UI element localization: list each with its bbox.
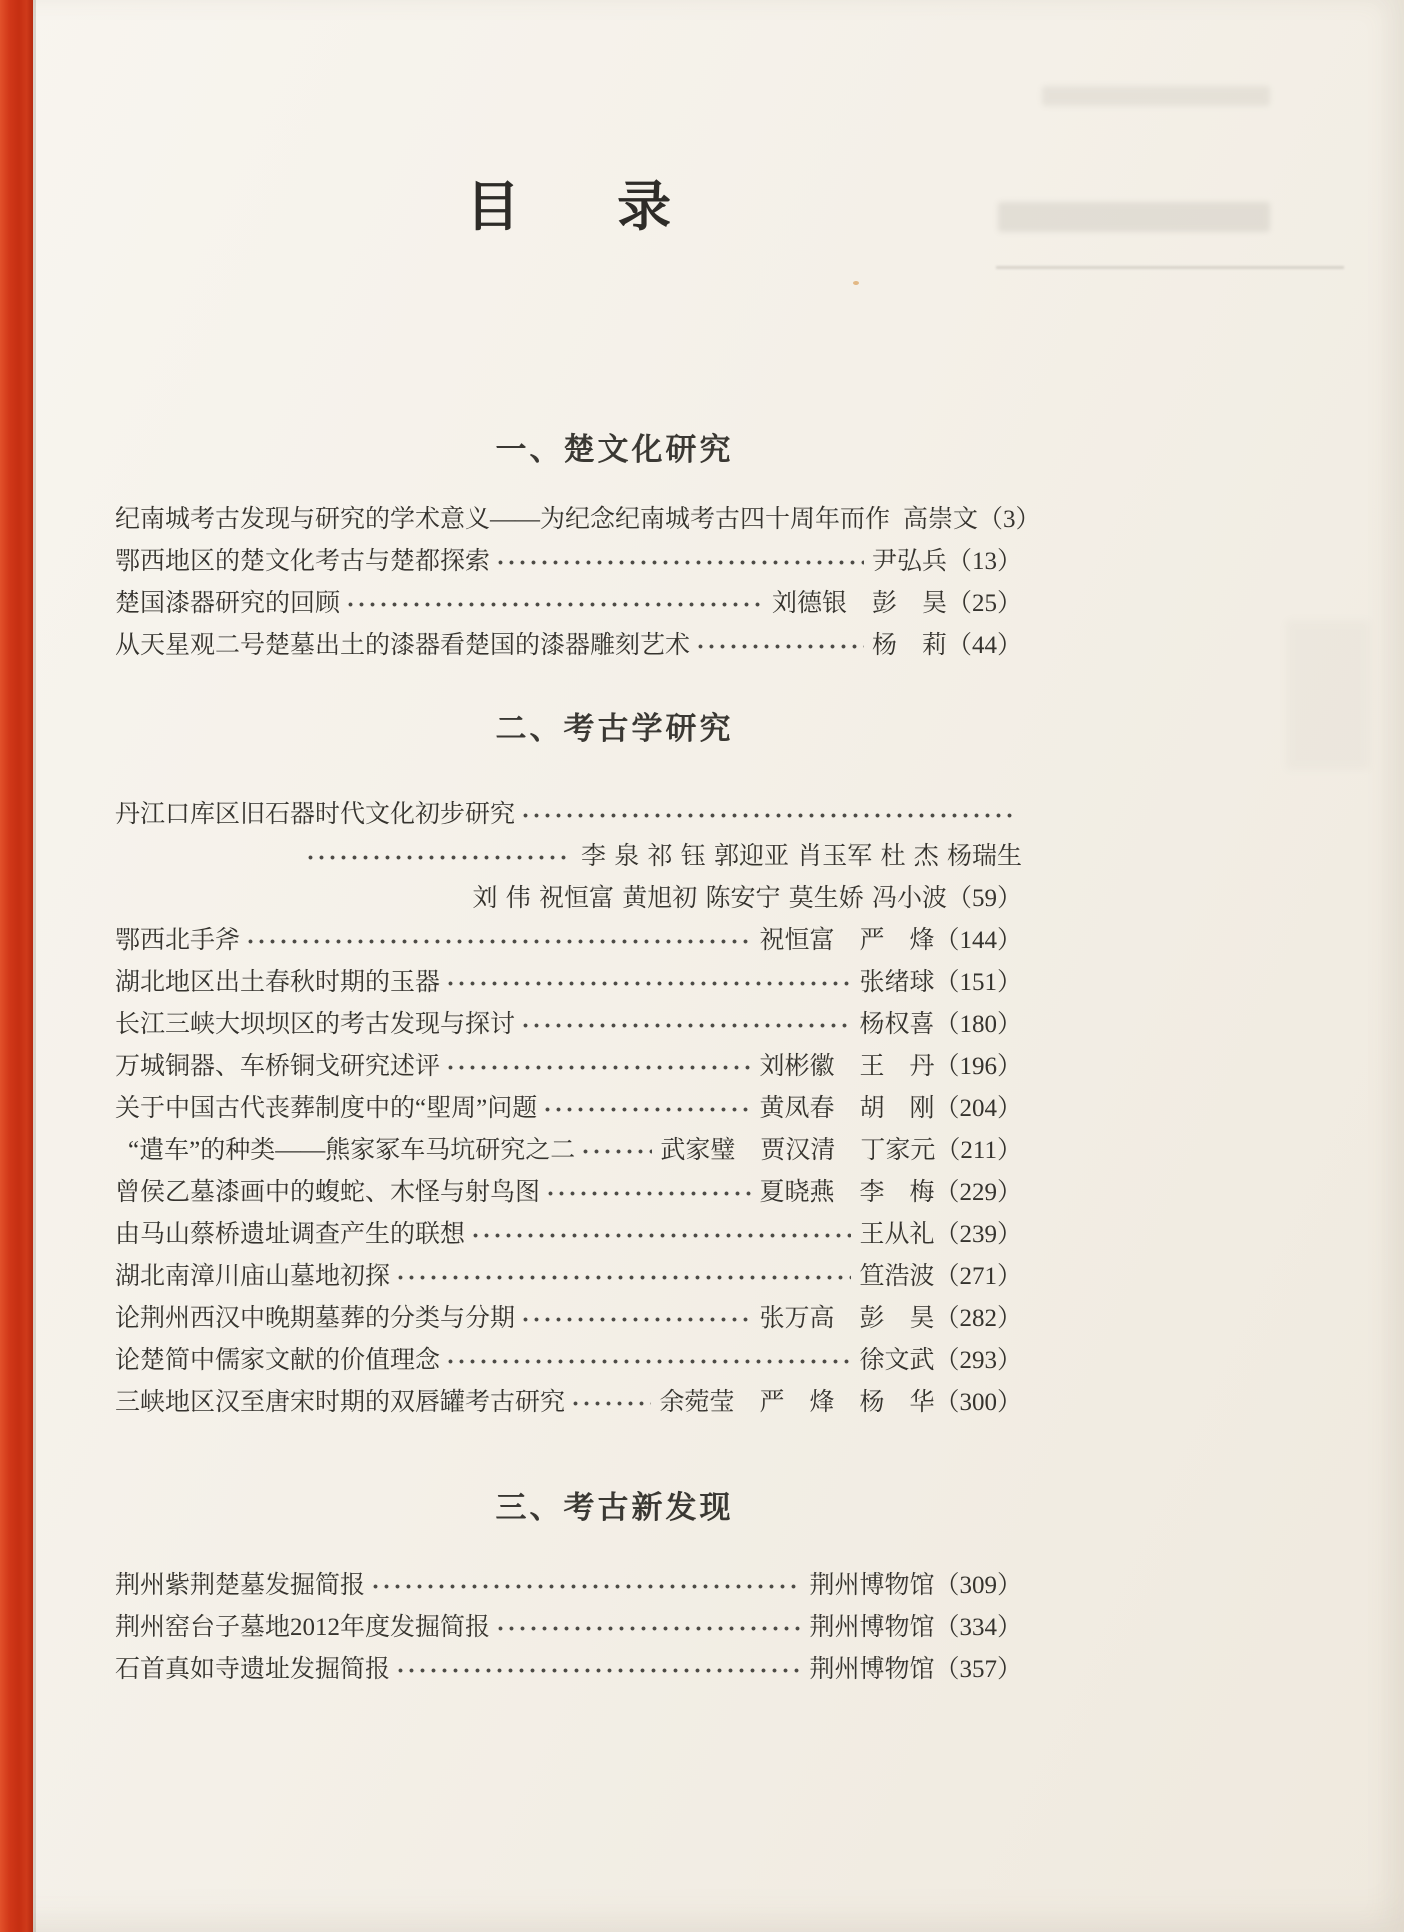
entry-authors: 刘彬徽 王 丹 bbox=[759, 1053, 935, 1081]
entry-page-number: （211） bbox=[935, 1137, 1022, 1165]
toc-entry bbox=[115, 1088, 1022, 1130]
dotted-leader bbox=[395, 1649, 801, 1691]
entry-authors: 张万高 彭 昊 bbox=[759, 1305, 935, 1333]
toc-section-3 bbox=[115, 1565, 1022, 1691]
entry-title: 鄂西地区的楚文化考古与楚都探索 bbox=[115, 548, 491, 576]
dotted-leader bbox=[470, 1214, 851, 1256]
toc-entry bbox=[115, 1298, 1022, 1340]
entry-page-number: （309） bbox=[934, 1572, 1022, 1600]
entry-title: 关于中国古代丧葬制度中的“堲周”问题 bbox=[115, 1095, 538, 1123]
section-heading-2: 二、考古学研究 bbox=[495, 711, 734, 747]
dotted-leader bbox=[445, 1340, 851, 1382]
reverse-page-bleed-through bbox=[1042, 86, 1270, 106]
dotted-leader bbox=[495, 541, 864, 583]
entry-authors: 李 泉 祁 钰 郭迎亚 肖玉军 杜 杰 杨瑞生 bbox=[580, 843, 1022, 871]
entry-authors: 刘德银 彭 昊 bbox=[771, 590, 947, 618]
toc-section-2 bbox=[115, 794, 1022, 1424]
dotted-leader bbox=[445, 1046, 751, 1088]
toc-entry bbox=[115, 1256, 1022, 1298]
toc-entry-authors-continuation bbox=[115, 878, 1022, 920]
toc-entry bbox=[115, 1340, 1022, 1382]
reverse-page-bleed-through-rule bbox=[996, 266, 1344, 269]
toc-entry bbox=[115, 1004, 1022, 1046]
toc-entry bbox=[115, 1382, 1022, 1424]
toc-entry bbox=[115, 625, 1022, 667]
entry-page-number: （334） bbox=[934, 1614, 1022, 1642]
entry-title: “遣车”的种类——熊家冢车马坑研究之二 bbox=[128, 1137, 576, 1165]
toc-entry bbox=[115, 920, 1022, 962]
section-heading-1: 一、楚文化研究 bbox=[495, 432, 734, 468]
entry-page-number: （282） bbox=[934, 1305, 1022, 1333]
entry-page-number: （25） bbox=[946, 590, 1022, 618]
dotted-leader bbox=[370, 1565, 801, 1607]
entry-page-number: （144） bbox=[934, 927, 1022, 955]
dotted-leader bbox=[695, 625, 864, 667]
entry-title: 湖北南漳川庙山墓地初探 bbox=[115, 1263, 391, 1291]
dotted-leader bbox=[520, 1004, 851, 1046]
dotted-leader bbox=[395, 1256, 851, 1298]
entry-title: 长江三峡大坝坝区的考古发现与探讨 bbox=[115, 1011, 516, 1039]
toc-entry bbox=[115, 962, 1022, 1004]
section-heading-3: 三、考古新发现 bbox=[495, 1490, 734, 1526]
entry-title: 论荆州西汉中晚期墓葬的分类与分期 bbox=[115, 1305, 516, 1333]
entry-authors: 夏晓燕 李 梅 bbox=[759, 1179, 935, 1207]
entry-authors: 杨权喜 bbox=[859, 1011, 935, 1039]
reverse-page-bleed-through bbox=[998, 202, 1270, 232]
toc-entry bbox=[115, 583, 1022, 625]
entry-title: 从天星观二号楚墓出土的漆器看楚国的漆器雕刻艺术 bbox=[115, 632, 691, 660]
toc-entry bbox=[115, 1172, 1022, 1214]
entry-title: 论楚简中儒家文献的价值理念 bbox=[115, 1347, 441, 1375]
entry-page-number: （239） bbox=[934, 1221, 1022, 1249]
entry-page-number: （59） bbox=[946, 885, 1022, 913]
entry-title: 楚国漆器研究的回顾 bbox=[115, 590, 341, 618]
entry-authors: 杨 莉 bbox=[871, 632, 947, 660]
toc-entry bbox=[115, 1214, 1022, 1256]
entry-title: 万城铜器、车桥铜戈研究述评 bbox=[115, 1053, 441, 1081]
entry-page-number: （180） bbox=[934, 1011, 1022, 1039]
entry-page-number: （44） bbox=[946, 632, 1022, 660]
entry-title: 由马山蔡桥遗址调查产生的联想 bbox=[115, 1221, 466, 1249]
entry-authors: 祝恒富 严 烽 bbox=[759, 927, 935, 955]
toc-entry bbox=[115, 1130, 1022, 1172]
toc-entry bbox=[115, 1649, 1022, 1691]
entry-page-number: （196） bbox=[934, 1053, 1022, 1081]
book-spine-strip bbox=[0, 0, 33, 1932]
dotted-leader bbox=[495, 1607, 801, 1649]
entry-title: 湖北地区出土春秋时期的玉器 bbox=[115, 969, 441, 997]
entry-authors: 笪浩波 bbox=[859, 1263, 935, 1291]
entry-page-number: （300） bbox=[934, 1389, 1022, 1417]
entry-authors: 尹弘兵 bbox=[871, 548, 947, 576]
dotted-leader bbox=[520, 1298, 751, 1340]
entry-authors: 荆州博物馆 bbox=[809, 1614, 935, 1642]
toc-section-1 bbox=[115, 499, 1041, 667]
dotted-leader bbox=[345, 583, 764, 625]
dotted-leader bbox=[520, 794, 1014, 836]
entry-title: 鄂西北手斧 bbox=[115, 927, 241, 955]
entry-title: 纪南城考古发现与研究的学术意义——为纪念纪南城考古四十周年而作 bbox=[115, 506, 891, 534]
reverse-page-bleed-through bbox=[1286, 620, 1370, 770]
dotted-leader bbox=[245, 920, 751, 962]
toc-entry bbox=[115, 1046, 1022, 1088]
entry-title: 石首真如寺遗址发掘简报 bbox=[115, 1656, 391, 1684]
entry-authors: 王从礼 bbox=[859, 1221, 935, 1249]
toc-entry bbox=[115, 1565, 1022, 1607]
toc-entry bbox=[115, 794, 1022, 836]
entry-authors: 黄凤春 胡 刚 bbox=[759, 1095, 935, 1123]
entry-page-number: （357） bbox=[934, 1656, 1022, 1684]
entry-authors: 余菀莹 严 烽 杨 华 bbox=[659, 1389, 935, 1417]
dotted-leader bbox=[545, 1172, 751, 1214]
dotted-leader bbox=[305, 836, 567, 878]
entry-page-number: （229） bbox=[934, 1179, 1022, 1207]
entry-page-number: （3） bbox=[978, 506, 1041, 534]
entry-title: 荆州窑台子墓地2012年度发掘简报 bbox=[115, 1614, 491, 1642]
entry-page-number: （13） bbox=[946, 548, 1022, 576]
toc-entry bbox=[115, 541, 1022, 583]
entry-authors: 荆州博物馆 bbox=[809, 1572, 935, 1600]
entry-title: 丹江口库区旧石器时代文化初步研究 bbox=[115, 801, 516, 829]
entry-page-number: （151） bbox=[934, 969, 1022, 997]
toc-entry-authors-continuation bbox=[115, 836, 1022, 878]
entry-title: 曾侯乙墓漆画中的蝮蛇、木怪与射鸟图 bbox=[115, 1179, 541, 1207]
entry-title: 三峡地区汉至唐宋时期的双唇罐考古研究 bbox=[115, 1389, 566, 1417]
dotted-leader bbox=[542, 1088, 751, 1130]
entry-page-number: （204） bbox=[934, 1095, 1022, 1123]
entry-authors: 武家璧 贾汉清 丁家元 bbox=[660, 1137, 936, 1165]
entry-authors: 高崇文 bbox=[903, 506, 979, 534]
entry-authors: 荆州博物馆 bbox=[809, 1656, 935, 1684]
dotted-leader bbox=[570, 1382, 651, 1424]
dotted-leader bbox=[580, 1130, 652, 1172]
dotted-leader bbox=[445, 962, 851, 1004]
toc-entry bbox=[115, 499, 1041, 541]
entry-page-number: （271） bbox=[934, 1263, 1022, 1291]
entry-title: 荆州紫荆楚墓发掘简报 bbox=[115, 1572, 366, 1600]
entry-authors: 徐文武 bbox=[859, 1347, 935, 1375]
toc-entry bbox=[115, 1607, 1022, 1649]
entry-authors: 张绪球 bbox=[859, 969, 935, 997]
entry-page-number: （293） bbox=[934, 1347, 1022, 1375]
entry-authors: 刘 伟 祝恒富 黄旭初 陈安宁 莫生娇 冯小波 bbox=[472, 885, 947, 913]
page-title: 目 录 bbox=[465, 177, 693, 237]
toc-content bbox=[115, 0, 1041, 1691]
